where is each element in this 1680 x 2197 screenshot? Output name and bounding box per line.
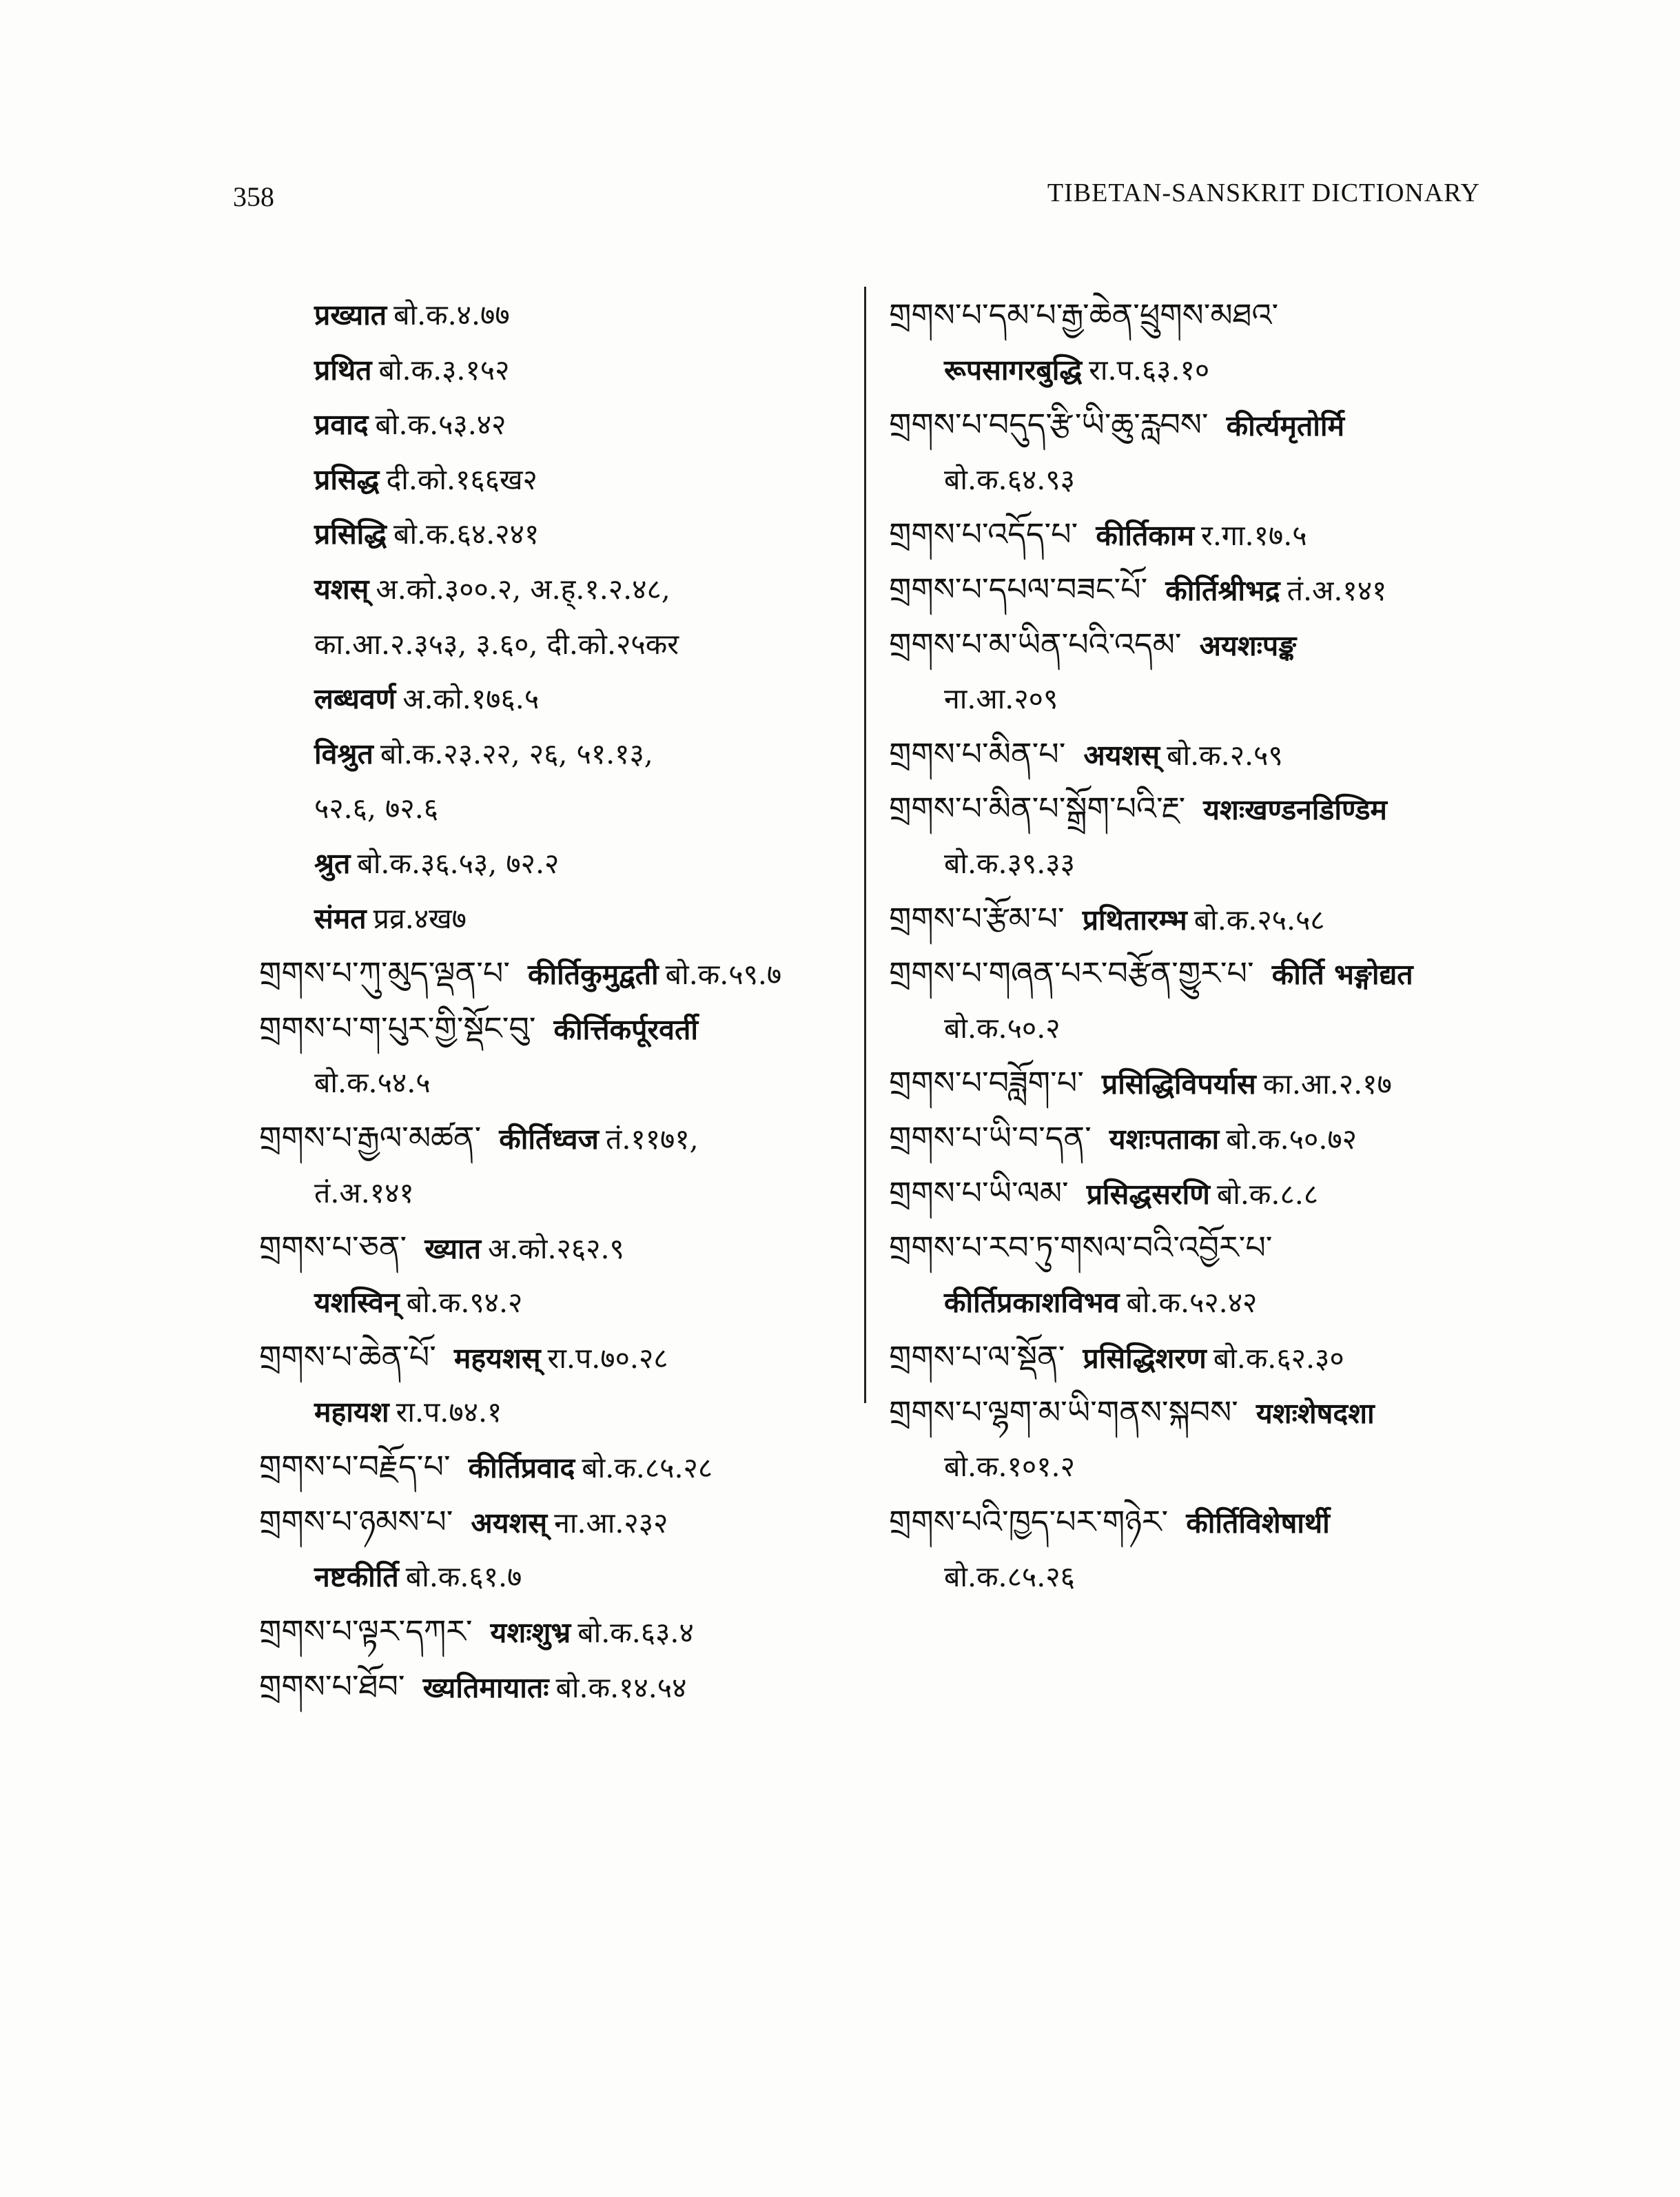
source-reference: प्रव्र.४ख७ — [373, 901, 467, 935]
dictionary-line — [259, 507, 852, 562]
sanskrit-equivalent: कीर्तिविशेषार्थी — [1186, 1506, 1330, 1540]
sanskrit-equivalent: श्रुत — [314, 846, 351, 880]
dictionary-line — [259, 562, 852, 617]
tibetan-headword: གྲགས་པ་ག་པུར་གྱི་སྡོང་བུ་ — [259, 1009, 536, 1047]
sanskrit-equivalent: महायश — [314, 1395, 389, 1429]
dictionary-line — [259, 1220, 852, 1276]
dictionary-line — [259, 1495, 852, 1550]
source-reference: रा.प.७४.१ — [396, 1395, 502, 1429]
dictionary-line — [889, 1385, 1495, 1440]
dictionary-line — [889, 398, 1495, 453]
source-reference: बो.क.८५.२६ — [944, 1560, 1075, 1593]
sanskrit-equivalent: यशःपताका — [1109, 1122, 1220, 1156]
running-head: TIBETAN-SANSKRIT DICTIONARY — [1047, 178, 1480, 207]
tibetan-headword: གྲགས་པ་རྒྱལ་མཚན་ — [259, 1118, 482, 1156]
sanskrit-equivalent: प्रथितारम्भ — [1082, 903, 1187, 937]
tibetan-headword: གྲགས་པ་ལྟར་དཀར་ — [259, 1613, 473, 1651]
dictionary-line — [889, 562, 1495, 617]
sanskrit-equivalent: ख्यात — [424, 1232, 481, 1266]
source-reference: बो.क.१०१.२ — [944, 1450, 1075, 1484]
sanskrit-equivalent: विश्रुत — [314, 737, 373, 770]
sanskrit-equivalent: रूपसागरबुद्धि — [944, 353, 1083, 387]
source-reference: रा.प.७०.२८ — [547, 1342, 668, 1376]
source-reference: बो.क.३६.५३, ७२.२ — [357, 846, 560, 880]
source-reference: का.आ.२.१७ — [1262, 1067, 1392, 1101]
tibetan-headword: གྲགས་པ་དམ་པ་རྒྱ་ཆེན་ཕྲུགས་མཐའ་ — [889, 296, 1279, 334]
dictionary-line — [259, 1276, 852, 1331]
dictionary-line — [889, 837, 1495, 892]
dictionary-line — [889, 1440, 1495, 1495]
dictionary-line — [259, 343, 852, 398]
sanskrit-equivalent: कीर्ति भङ्गोद्यत — [1271, 958, 1413, 992]
tibetan-headword: གྲགས་པ་བདུད་རྩི་ཡི་ཆུ་རླབས་ — [889, 406, 1209, 444]
tibetan-headword: གྲགས་པ་ཀུ་མུད་ལྡན་པ་ — [259, 954, 510, 992]
sanskrit-equivalent: अयशस् — [1083, 738, 1160, 772]
sanskrit-equivalent: महयशस् — [453, 1342, 541, 1376]
dictionary-line — [259, 1001, 852, 1056]
dictionary-line — [889, 453, 1495, 508]
source-reference: बो.क.६४.९३ — [944, 462, 1075, 496]
sanskrit-equivalent: यशःखण्डनडिण्डिम — [1203, 793, 1387, 827]
source-reference: र.गा.१७.५ — [1201, 519, 1307, 553]
tibetan-headword: གྲགས་པ་ཐོབ་ — [259, 1667, 405, 1705]
tibetan-headword: གྲགས་པ་ཡི་བ་དན་ — [889, 1118, 1092, 1156]
dictionary-line — [259, 837, 852, 892]
source-reference: बो.क.५०.७२ — [1226, 1122, 1357, 1156]
sanskrit-equivalent: कीर्तिकुमुद्वती — [528, 958, 659, 992]
source-reference: दी.को.१६६ख२ — [386, 462, 537, 496]
source-reference: बो.क.८५.२८ — [582, 1451, 713, 1485]
source-reference: बो.क.१४.५४ — [555, 1670, 687, 1704]
dictionary-line — [889, 1276, 1495, 1331]
tibetan-headword: གྲགས་པ་མིན་པ་སྒྲོག་པའི་རྔ་ — [889, 790, 1186, 828]
dictionary-line — [259, 1385, 852, 1440]
left-column — [259, 288, 852, 1714]
dictionary-line — [259, 727, 852, 782]
sanskrit-equivalent: यशःशेषदशा — [1256, 1396, 1375, 1430]
tibetan-headword: གྲགས་པ་ཉམས་པ་ — [259, 1503, 453, 1541]
source-reference: बो.क.५०.२ — [944, 1011, 1061, 1045]
sanskrit-equivalent: लब्धवर्ण — [314, 682, 396, 716]
source-reference: अ.को.१७६.५ — [402, 682, 540, 716]
sanskrit-equivalent: अयशस् — [471, 1506, 548, 1540]
tibetan-headword: གྲགས་པ་ལ་སྡོན་ — [889, 1338, 1065, 1376]
tibetan-headword: གྲགས་པ་དཔལ་བཟང་པོ་ — [889, 570, 1148, 608]
sanskrit-equivalent: यशस्विन् — [314, 1285, 400, 1319]
dictionary-line — [889, 1111, 1495, 1166]
tibetan-headword: གྲགས་པ་མ་ཡིན་པའི་འདམ་ — [889, 625, 1182, 663]
tibetan-headword: གྲགས་པ་གཞན་པར་བརྩོན་གྱུར་པ་ — [889, 954, 1254, 992]
dictionary-line — [259, 1111, 852, 1166]
dictionary-line — [889, 1550, 1495, 1605]
dictionary-line — [259, 1604, 852, 1659]
source-reference: बो.क.६३.४ — [577, 1616, 694, 1650]
dictionary-line — [259, 288, 852, 343]
source-reference: बो.क.५३.४२ — [375, 408, 506, 442]
tibetan-headword: གྲགས་པ་ལྷག་མ་ཡི་གནས་སྐབས་ — [889, 1393, 1238, 1431]
dictionary-line — [259, 1550, 852, 1605]
dictionary-line — [889, 288, 1495, 343]
tibetan-headword: གྲགས་པ་རྩོམ་པ་ — [889, 899, 1065, 937]
source-reference: तं.११७१, — [605, 1122, 699, 1156]
dictionary-line — [259, 781, 852, 837]
sanskrit-equivalent: नष्टकीर्ति — [314, 1560, 399, 1593]
dictionary-line — [889, 781, 1495, 837]
sanskrit-equivalent: संमत — [314, 901, 367, 935]
tibetan-headword: གྲགས་པ་བཟློག་པ་ — [889, 1064, 1084, 1102]
source-reference: का.आ.२.३५३, ३.६०, दी.को.२५कर — [314, 627, 679, 661]
column-divider — [864, 287, 866, 1403]
source-reference: बो.क.८.८ — [1216, 1177, 1319, 1211]
dictionary-line — [259, 617, 852, 673]
source-reference: बो.क.९४.२ — [406, 1285, 523, 1319]
dictionary-line — [259, 1166, 852, 1221]
source-reference: बो.क.६४.२४१ — [393, 518, 540, 551]
sanskrit-equivalent: कीर्तिकाम — [1096, 519, 1195, 553]
dictionary-line — [889, 672, 1495, 727]
source-reference: अ.को.३००.२, अ.ह्.१.२.४८, — [376, 572, 670, 606]
sanskrit-equivalent: प्रसिद्धि — [314, 518, 387, 551]
right-column — [889, 288, 1495, 1604]
dictionary-line — [889, 1001, 1495, 1056]
source-reference: बो.क.५९.७ — [665, 958, 782, 992]
source-reference: तं.अ.१४१ — [1287, 573, 1387, 607]
sanskrit-equivalent: यशःशुभ्र — [490, 1616, 571, 1650]
source-reference: ५२.६, ७२.६ — [314, 792, 439, 826]
sanskrit-equivalent: प्रथित — [314, 353, 372, 387]
source-reference: बो.क.२.५९ — [1167, 738, 1283, 772]
source-reference: बो.क.५२.४२ — [1126, 1285, 1258, 1319]
sanskrit-equivalent: अयशःपङ्क — [1199, 629, 1297, 662]
source-reference: अ.को.२६२.९ — [488, 1232, 624, 1266]
sanskrit-equivalent: कीर्तिश्रीभद्र — [1165, 573, 1280, 607]
sanskrit-equivalent: प्रसिद्धिविपर्यास — [1101, 1067, 1256, 1101]
tibetan-headword: གྲགས་པ་ཅན་ — [259, 1229, 407, 1267]
tibetan-headword: གྲགས་པ་ཡི་ལམ་ — [889, 1174, 1069, 1212]
sanskrit-equivalent: प्रसिद्धसरणि — [1086, 1177, 1210, 1211]
dictionary-line — [259, 1056, 852, 1111]
dictionary-line — [259, 1330, 852, 1385]
dictionary-line — [259, 398, 852, 453]
dictionary-line — [889, 507, 1495, 562]
sanskrit-equivalent: ख्यतिमायातः — [422, 1670, 549, 1704]
dictionary-line — [259, 892, 852, 947]
source-reference: बो.क.५४.५ — [314, 1066, 431, 1100]
source-reference: तं.अ.१४१ — [314, 1176, 414, 1209]
dictionary-line — [889, 1056, 1495, 1111]
dictionary-line — [259, 672, 852, 727]
source-reference: बो.क.४.७७ — [393, 298, 510, 331]
dictionary-line — [889, 1495, 1495, 1550]
source-reference: ना.आ.२३२ — [554, 1506, 668, 1540]
dictionary-line — [259, 1440, 852, 1495]
source-reference: बो.क.२५.५८ — [1194, 903, 1325, 937]
dictionary-line — [259, 1659, 852, 1715]
sanskrit-equivalent: प्रवाद — [314, 408, 369, 442]
dictionary-line — [889, 892, 1495, 947]
sanskrit-equivalent: कीर्त्यमृतोर्मि — [1226, 409, 1345, 443]
dictionary-line — [889, 343, 1495, 398]
sanskrit-equivalent: कीर्तिध्वज — [499, 1122, 599, 1156]
source-reference: रा.प.६३.१० — [1089, 353, 1210, 387]
dictionary-line — [889, 1330, 1495, 1385]
tibetan-headword: གྲགས་པ་བརྗོད་པ་ — [259, 1448, 451, 1486]
source-reference: बो.क.२३.२२, २६, ५१.१३, — [380, 737, 653, 770]
dictionary-line — [259, 946, 852, 1001]
sanskrit-equivalent: यशस् — [314, 572, 369, 606]
dictionary-line — [259, 453, 852, 508]
page-number: 358 — [233, 181, 274, 212]
tibetan-headword: གྲགས་པའི་ཁྱད་པར་གཉེར་ — [889, 1503, 1169, 1541]
tibetan-headword: གྲགས་པ་འདོད་པ་ — [889, 515, 1078, 553]
tibetan-headword: གྲགས་པ་ཆེན་པོ་ — [259, 1338, 436, 1376]
source-reference: बो.क.६१.७ — [405, 1560, 522, 1593]
dictionary-line — [889, 946, 1495, 1001]
sanskrit-equivalent: कीर्तिप्रवाद — [468, 1451, 575, 1485]
dictionary-line — [889, 1220, 1495, 1276]
dictionary-line — [889, 727, 1495, 782]
dictionary-line — [889, 1166, 1495, 1221]
sanskrit-equivalent: प्रसिद्ध — [314, 462, 380, 496]
source-reference: बो.क.३.१५२ — [378, 353, 510, 387]
tibetan-headword: གྲགས་པ་མིན་པ་ — [889, 735, 1066, 773]
dictionary-line — [889, 617, 1495, 673]
sanskrit-equivalent: प्रसिद्धिशरण — [1083, 1342, 1207, 1376]
sanskrit-equivalent: कीर्त्तिकर्पूरवर्ती — [553, 1012, 698, 1046]
sanskrit-equivalent: प्रख्यात — [314, 298, 387, 331]
source-reference: ना.आ.२०९ — [944, 682, 1058, 716]
source-reference: बो.क.३९.३३ — [944, 846, 1075, 880]
sanskrit-equivalent: कीर्तिप्रकाशविभव — [944, 1285, 1120, 1319]
source-reference: बो.क.६२.३० — [1213, 1342, 1344, 1376]
tibetan-headword: གྲགས་པ་རབ་ཏུ་གསལ་བའི་འབྱོར་པ་ — [889, 1229, 1273, 1267]
